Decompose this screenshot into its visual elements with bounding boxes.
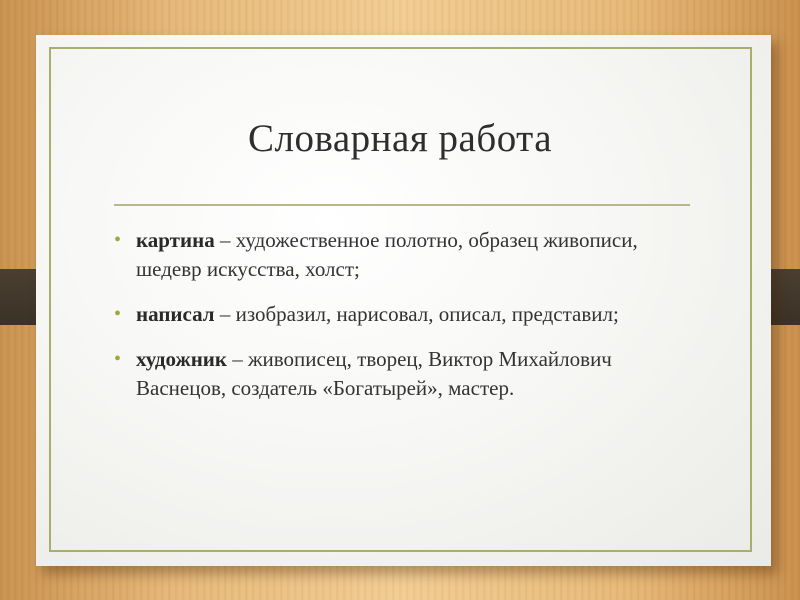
term: художник <box>136 347 228 371</box>
definition: – изобразил, нарисовал, описал, представил; <box>214 302 619 326</box>
list-item-khudozhnik <box>114 345 694 403</box>
slide-title: Словарная работа <box>247 117 553 160</box>
bullet-icon: • <box>114 303 122 325</box>
bullet-icon: • <box>114 348 122 370</box>
term: картина <box>136 228 215 252</box>
definition: – живописец, творец, Виктор Михайлович Васнецов, создатель «Богатырей», мастер. <box>136 347 612 400</box>
term: написал <box>136 302 215 326</box>
definition-list <box>114 226 694 419</box>
list-item-kartina <box>114 226 694 284</box>
bullet-icon: • <box>114 229 122 251</box>
title-divider <box>114 204 690 206</box>
list-item-napisal <box>114 300 694 329</box>
definition: – художественное полотно, образец живописи, шедевр искусства, холст; <box>136 228 638 281</box>
